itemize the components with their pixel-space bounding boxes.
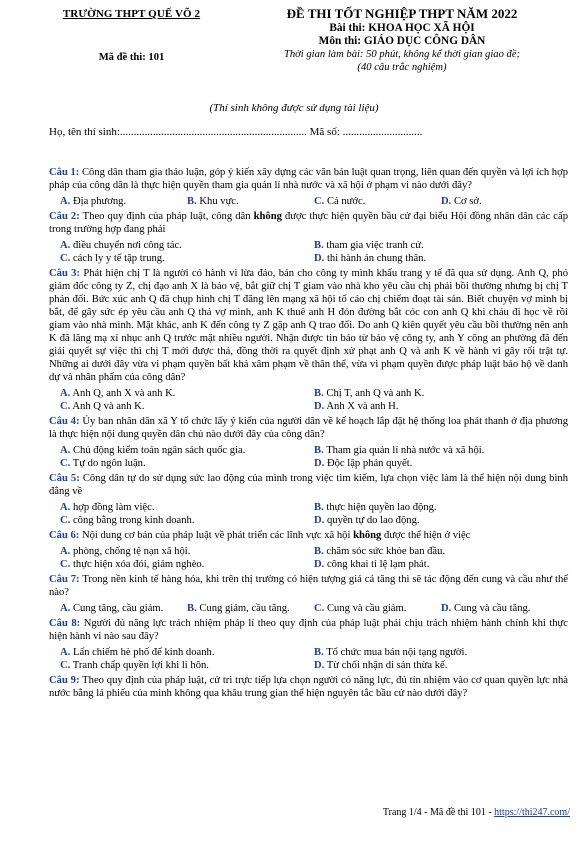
option-text: Cơ sở. <box>453 196 482 207</box>
option-text: thực hiện quyền lao động. <box>326 502 437 513</box>
question-number: Câu 6: <box>49 530 80 541</box>
option-text: Anh Q, anh X và anh K. <box>72 388 176 399</box>
option-letter: A. <box>60 603 71 614</box>
answer-option[interactable] <box>314 400 568 413</box>
option-text: Cung tăng, cầu giảm. <box>72 603 164 614</box>
option-text: Tham gia quản lí nhà nước và xã hội. <box>326 445 485 456</box>
question-text: Trong nền kinh tế hàng hóa, khi trên thị trường có hiện tượng giá cả tăng thì sẽ tác động đến cung và cầu như thế nào? <box>49 574 568 598</box>
answer-option[interactable] <box>60 195 187 208</box>
option-letter: D. <box>314 401 325 412</box>
header-right <box>228 6 576 74</box>
option-letter: B. <box>314 240 324 251</box>
option-text: tham gia việc tranh cử. <box>326 240 424 251</box>
option-letter: A. <box>60 546 71 557</box>
answer-option[interactable] <box>60 252 314 265</box>
option-letter: B. <box>187 196 197 207</box>
option-text: Cung giảm, cầu tăng. <box>199 603 290 614</box>
answer-option[interactable] <box>314 239 568 252</box>
option-letter: D. <box>314 253 325 264</box>
question-number: Câu 3: <box>49 268 80 279</box>
question-number: Câu 2: <box>49 211 80 222</box>
school-name: TRƯỜNG THPT QUẾ VÕ 2 <box>62 8 201 20</box>
question-7 <box>49 573 568 599</box>
option-text: Cung và cầu tăng. <box>453 603 531 614</box>
question-text: Phát hiện chị T là người có hành vi lừa đảo, bán cho công ty mình khẩu trang y tế đã qua sử dụng. Anh Q, phó giám đốc công ty Z, chị đạo anh X là bảo vệ, bắt giữ chị T giam vào nhà kho yêu cầu chị phải bồi thường nhưng bị chị T phản đối. Bức xúc anh Q đã chụp hình chị T đăng lên mạng xã hội tố cáo chị chiếm đoạt tài sản. Biết chuyện vợ mình bị bắt, để gây sức ép yêu cầu anh Q thả vợ mình, anh K thuê anh H đón đường bắt cóc con anh Q khi cháu đi học về rồi giam vào nhà mình. Mặt khác, anh K đến công ty Z gặp anh Q trao đổi. Do anh Q kiên quyết yêu cầu bồi thường nên anh K đã lăng mạ xỉ nhục anh Q trước mặt nhiều người. Nhận được tin báo từ bảo vệ công ty, anh Y công an phường đã đến giải quyết sự việc thì chị T mới được thả, đồng thời ra quyết định xử phạt anh Q và anh K về hành vi gây rối trật tự. Những ai dưới đây vừa vi phạm quyền bất khả xâm phạm về thân thể, vừa vi phạm quyền được pháp luật bảo hộ về danh dự và nhân phẩm của công dân? <box>49 268 568 383</box>
option-letter: C. <box>60 253 71 264</box>
answer-option[interactable] <box>314 387 568 400</box>
footer-text: Trang 1/4 - Mã đề thi 101 - <box>382 807 495 818</box>
option-text: Tự do ngôn luận. <box>72 458 146 469</box>
option-text: công khai tỉ lệ lạm phát. <box>326 559 430 570</box>
exam-duration: Thời gian làm bài: 50 phút, không kể thời gian giao đề; <box>283 49 521 60</box>
answer-option[interactable] <box>60 400 314 413</box>
exam-subject: Môn thi: GIÁO DỤC CÔNG DÂN <box>318 35 486 47</box>
option-text: thi hành án chung thân. <box>326 253 427 264</box>
question-number: Câu 7: <box>49 574 80 585</box>
option-letter: C. <box>314 603 325 614</box>
answer-option[interactable] <box>60 558 314 571</box>
option-letter: A. <box>60 240 71 251</box>
option-text: Tranh chấp quyền lợi khi li hôn. <box>72 660 209 671</box>
option-letter: B. <box>314 502 324 513</box>
question-text-pre: Nội dung cơ bản của pháp luật về phát triển các lĩnh vực xã hội <box>81 530 351 541</box>
option-letter: A. <box>60 196 71 207</box>
option-letter: B. <box>314 546 324 557</box>
answer-option[interactable] <box>314 558 568 571</box>
question-emphasis: không <box>253 211 282 222</box>
answer-option[interactable] <box>314 659 568 672</box>
option-letter: B. <box>314 445 324 456</box>
option-letter: C. <box>60 515 71 526</box>
question-text: Công dân tham gia thảo luận, góp ý kiến xây dựng các văn bản luật quan trọng, liên quan đến quyền và lợi ích hợp pháp của công dân là thực hiện quyền tham gia quản lí nhà nước và xã hội ở phạm vi nào dưới đây? <box>49 167 568 191</box>
answer-option[interactable] <box>314 602 441 615</box>
option-text: Từ chối nhận di sản thừa kế. <box>326 660 448 671</box>
option-text: Anh Q và anh K. <box>72 401 145 412</box>
option-letter: D. <box>314 660 325 671</box>
option-text: cách ly y tế tập trung. <box>72 253 165 264</box>
option-text: Khu vực. <box>199 196 239 207</box>
option-text: Chị T, anh Q và anh K. <box>326 388 425 399</box>
answer-option[interactable] <box>314 501 568 514</box>
header-left <box>44 8 219 64</box>
answer-option[interactable] <box>60 444 314 457</box>
option-letter: D. <box>314 559 325 570</box>
answer-options <box>49 239 568 265</box>
option-letter: C. <box>60 401 71 412</box>
option-letter: C. <box>60 660 71 671</box>
question-5 <box>49 472 568 498</box>
question-text-pre: Theo quy định của pháp luật, công dân <box>82 211 251 222</box>
answer-option[interactable] <box>441 602 568 615</box>
answer-option[interactable] <box>60 545 314 558</box>
exam-test: Bài thi: KHOA HỌC XÃ HỘI <box>329 22 475 34</box>
question-text: Theo quy định của pháp luật, cử tri trực tiếp lựa chọn người có năng lực, đủ tín nhiệm vào cơ quan quyền lực nhà nước bằng lá phiếu của mình không qua khâu trung gian thể hiện nguyên tắc bầu cử nào dưới đây? <box>49 675 568 699</box>
option-text: công bằng trong kinh doanh. <box>72 515 195 526</box>
question-3 <box>49 267 568 384</box>
option-letter: C. <box>314 196 325 207</box>
page-footer <box>383 806 570 819</box>
question-6 <box>49 529 568 542</box>
question-number: Câu 9: <box>49 675 80 686</box>
answer-option[interactable] <box>314 545 568 558</box>
option-text: Cả nước. <box>326 196 366 207</box>
option-letter: D. <box>314 458 325 469</box>
answer-option[interactable] <box>314 444 568 457</box>
answer-option[interactable] <box>314 646 568 659</box>
answer-option[interactable] <box>314 457 568 470</box>
question-emphasis: không <box>353 530 382 541</box>
question-9 <box>49 674 568 700</box>
question-text: Công dân tự do sử dụng sức lao động của mình trong việc tìm kiếm, lựa chọn việc làm là thể hiện nội dung bình đẳng về <box>49 473 568 497</box>
option-text: Tổ chức mua bán nội tạng người. <box>326 647 468 658</box>
option-text: Độc lập phán quyết. <box>326 458 413 469</box>
answer-option[interactable] <box>187 195 314 208</box>
option-text: Anh X và anh H. <box>326 401 399 412</box>
option-letter: A. <box>60 502 71 513</box>
question-number: Câu 4: <box>49 416 80 427</box>
option-text: Chủ động kiểm toán ngân sách quốc gia. <box>72 445 246 456</box>
option-text: quyền tự do lao động. <box>326 515 420 526</box>
option-letter: D. <box>314 515 325 526</box>
answer-option[interactable] <box>60 646 314 659</box>
exam-code: Mã đề thi: 101 <box>98 52 165 63</box>
answer-options <box>49 545 568 571</box>
question-number: Câu 1: <box>49 167 80 178</box>
option-letter: D. <box>441 603 452 614</box>
option-letter: B. <box>187 603 197 614</box>
option-letter: B. <box>314 388 324 399</box>
question-count: (40 câu trắc nghiệm) <box>357 62 447 73</box>
option-letter: C. <box>60 559 71 570</box>
option-text: hợp đồng làm việc. <box>72 502 155 513</box>
option-text: Địa phương. <box>72 196 127 207</box>
candidate-info-line: Họ, tên thí sinh:.................................................................... Mã số: ............................. <box>49 126 423 138</box>
question-8 <box>49 617 568 643</box>
answer-option[interactable] <box>314 195 441 208</box>
footer-link[interactable]: https://thi247.com/ <box>494 807 570 818</box>
answer-options <box>49 195 568 208</box>
answer-options <box>49 602 568 615</box>
answer-option[interactable] <box>60 239 314 252</box>
answer-options <box>49 387 568 413</box>
option-text: chăm sóc sức khỏe ban đầu. <box>326 546 446 557</box>
question-text: Người đủ năng lực trách nhiệm pháp lí theo quy định của pháp luật phải chịu trách nhiệm hành chính khi thực hiện hành vi nào sau đây? <box>49 618 568 642</box>
answer-options <box>49 501 568 527</box>
question-text: được thực hiện quyền bầu cử đại biểu Hội đồng nhân dân các cấp trong trường hợp đang phải <box>49 211 569 235</box>
option-letter: A. <box>60 647 71 658</box>
option-text: Cung và cầu giảm. <box>326 603 407 614</box>
answer-option[interactable] <box>314 252 568 265</box>
option-letter: A. <box>60 445 71 456</box>
question-number: Câu 8: <box>49 618 81 629</box>
answer-option[interactable] <box>60 501 314 514</box>
answer-options <box>49 444 568 470</box>
answer-option[interactable] <box>187 602 314 615</box>
answer-option[interactable] <box>60 514 314 527</box>
answer-option[interactable] <box>60 602 187 615</box>
option-text: thực hiện xóa đói, giảm nghèo. <box>72 559 205 570</box>
exam-title: ĐỀ THI TỐT NGHIỆP THPT NĂM 2022 <box>286 6 518 21</box>
answer-option[interactable] <box>60 387 314 400</box>
answer-options <box>49 646 568 672</box>
option-letter: C. <box>60 458 71 469</box>
question-4 <box>49 415 568 441</box>
question-text: Ủy ban nhân dân xã Y tổ chức lấy ý kiến của người dân về kế hoạch lắp đặt hệ thống loa phát thanh ở địa phương là thực hiện nội dung quyền dân chủ nào dưới đây của công dân? <box>49 416 568 440</box>
option-letter: B. <box>314 647 324 658</box>
option-letter: A. <box>60 388 71 399</box>
no-materials-note: (Thí sinh không được sử dụng tài liệu) <box>209 102 379 114</box>
option-text: Lấn chiếm hè phố để kinh doanh. <box>72 647 215 658</box>
answer-option[interactable] <box>314 514 568 527</box>
answer-option[interactable] <box>441 195 568 208</box>
question-list <box>49 166 568 700</box>
option-text: phòng, chống tệ nạn xã hội. <box>72 546 191 557</box>
question-2 <box>49 210 568 236</box>
option-text: điều chuyển nơi công tác. <box>72 240 182 251</box>
option-letter: D. <box>441 196 452 207</box>
question-text: được thể hiện ở việc <box>384 530 471 541</box>
question-1 <box>49 166 568 192</box>
answer-option[interactable] <box>60 457 314 470</box>
question-number: Câu 5: <box>49 473 80 484</box>
answer-option[interactable] <box>60 659 314 672</box>
